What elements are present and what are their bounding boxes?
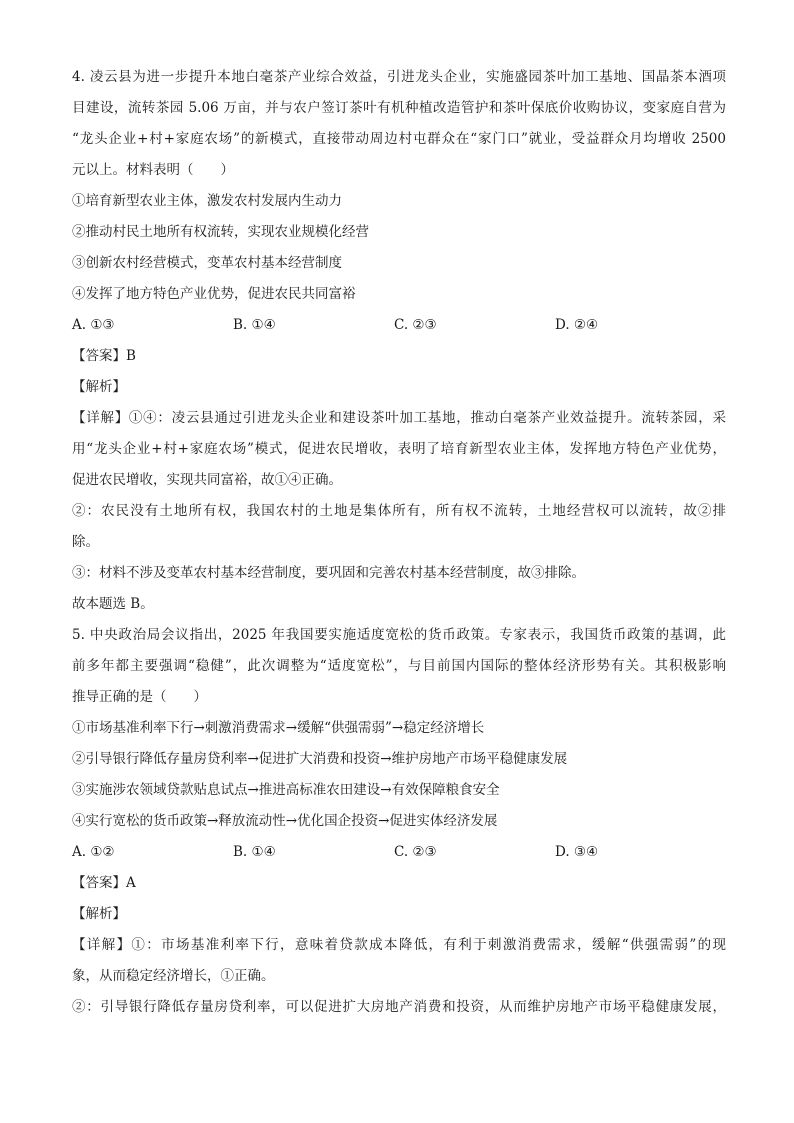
q5-item-3: ③实施涉农领域贷款贴息试点→推进高标准农田建设→有效保障粮食安全 (72, 782, 500, 798)
q4-option-b: B. ①④ (233, 317, 276, 333)
question-4 (72, 62, 726, 620)
q4-detail-line-2: 用“龙头企业+村+家庭农场”模式，促进农民增收，表明了培育新型农业主体，发挥地方特色产业优势， (72, 441, 726, 457)
q4-detail-line-5: 除。 (72, 534, 99, 550)
q5-option-a: A. ①② (72, 844, 115, 860)
q5-item-4: ④实行宽松的货币政策→释放流动性→优化国企投资→促进实体经济发展 (72, 813, 498, 829)
q4-stem-line-3: “龙头企业+村+家庭农场”的新模式，直接带动周边村屯群众在“家门口”就业，受益群众月均增收 2500 (72, 131, 726, 147)
document-content (72, 62, 726, 1023)
q5-detail-line-1: 【详解】①：市场基准利率下行，意味着贷款成本降低，有利于刺激消费需求，缓解“供强需弱”的现 (72, 937, 726, 953)
q5-item-2: ②引导银行降低存量房贷利率→促进扩大消费和投资→维护房地产市场平稳健康发展 (72, 751, 568, 767)
question-5 (72, 620, 726, 1023)
q4-stem-line-1: 4. 凌云县为进一步提升本地白毫茶产业综合效益，引进龙头企业，实施盛园茶叶加工基地、国晶茶本酒项 (72, 69, 726, 85)
q4-answer: 【答案】B (72, 348, 136, 364)
q5-detail-line-3: ②：引导银行降低存量房贷利率，可以促进扩大房地产消费和投资，从而维护房地产市场平稳健康发展， (72, 999, 726, 1015)
q5-answer: 【答案】A (72, 875, 136, 891)
q4-option-d: D. ②④ (555, 317, 599, 333)
q5-option-b: B. ①④ (233, 844, 276, 860)
q4-detail-line-4: ②：农民没有土地所有权，我国农村的土地是集体所有，所有权不流转，土地经营权可以流转，故②排 (72, 503, 726, 519)
q5-analysis-label: 【解析】 (72, 906, 126, 922)
q5-stem-line-3: 推导正确的是（ ） (72, 689, 207, 705)
q4-stem-line-2: 目建设，流转茶园 5.06 万亩，并与农户签订茶叶有机种植改造管护和茶叶保底价收购协议，变家庭自营为 (72, 100, 726, 116)
q4-detail-line-1: 【详解】①④：凌云县通过引进龙头企业和建设茶叶加工基地，推动白毫茶产业效益提升。流转茶园，采 (72, 410, 726, 426)
q4-detail-line-3: 促进农民增收，实现共同富裕，故①④正确。 (72, 472, 342, 488)
q5-item-1: ①市场基准利率下行→刺激消费需求→缓解“供强需弱”→稳定经济增长 (72, 720, 485, 736)
q5-detail-line-2: 象，从而稳定经济增长，①正确。 (72, 968, 275, 984)
q5-stem-line-1: 5. 中央政治局会议指出，2025 年我国要实施适度宽松的货币政策。专家表示，我国货币政策的基调，此 (72, 627, 726, 643)
q5-stem-line-2: 前多年都主要强调“稳健”，此次调整为“适度宽松”，与目前国内国际的整体经济形势有关。其积极影响 (72, 658, 726, 674)
q4-detail-line-6: ③：材料不涉及变革农村基本经营制度，要巩固和完善农村基本经营制度，故③排除。 (72, 565, 585, 581)
q4-options (72, 310, 726, 341)
q4-item-1: ①培育新型农业主体，激发农村发展内生动力 (72, 193, 342, 209)
q4-option-c: C. ②③ (394, 317, 437, 333)
q4-analysis-label: 【解析】 (72, 379, 126, 395)
q5-options (72, 837, 726, 868)
q5-option-c: C. ②③ (394, 844, 437, 860)
q5-option-d: D. ③④ (555, 844, 599, 860)
q4-item-2: ②推动村民土地所有权流转，实现农业规模化经营 (72, 224, 369, 240)
q4-stem-line-4: 元以上。材料表明（ ） (72, 162, 234, 178)
q4-detail-line-7: 故本题选 B。 (72, 596, 154, 612)
q4-item-3: ③创新农村经营模式，变革农村基本经营制度 (72, 255, 342, 271)
q4-item-4: ④发挥了地方特色产业优势，促进农民共同富裕 (72, 286, 356, 302)
q4-option-a: A. ①③ (72, 317, 115, 333)
